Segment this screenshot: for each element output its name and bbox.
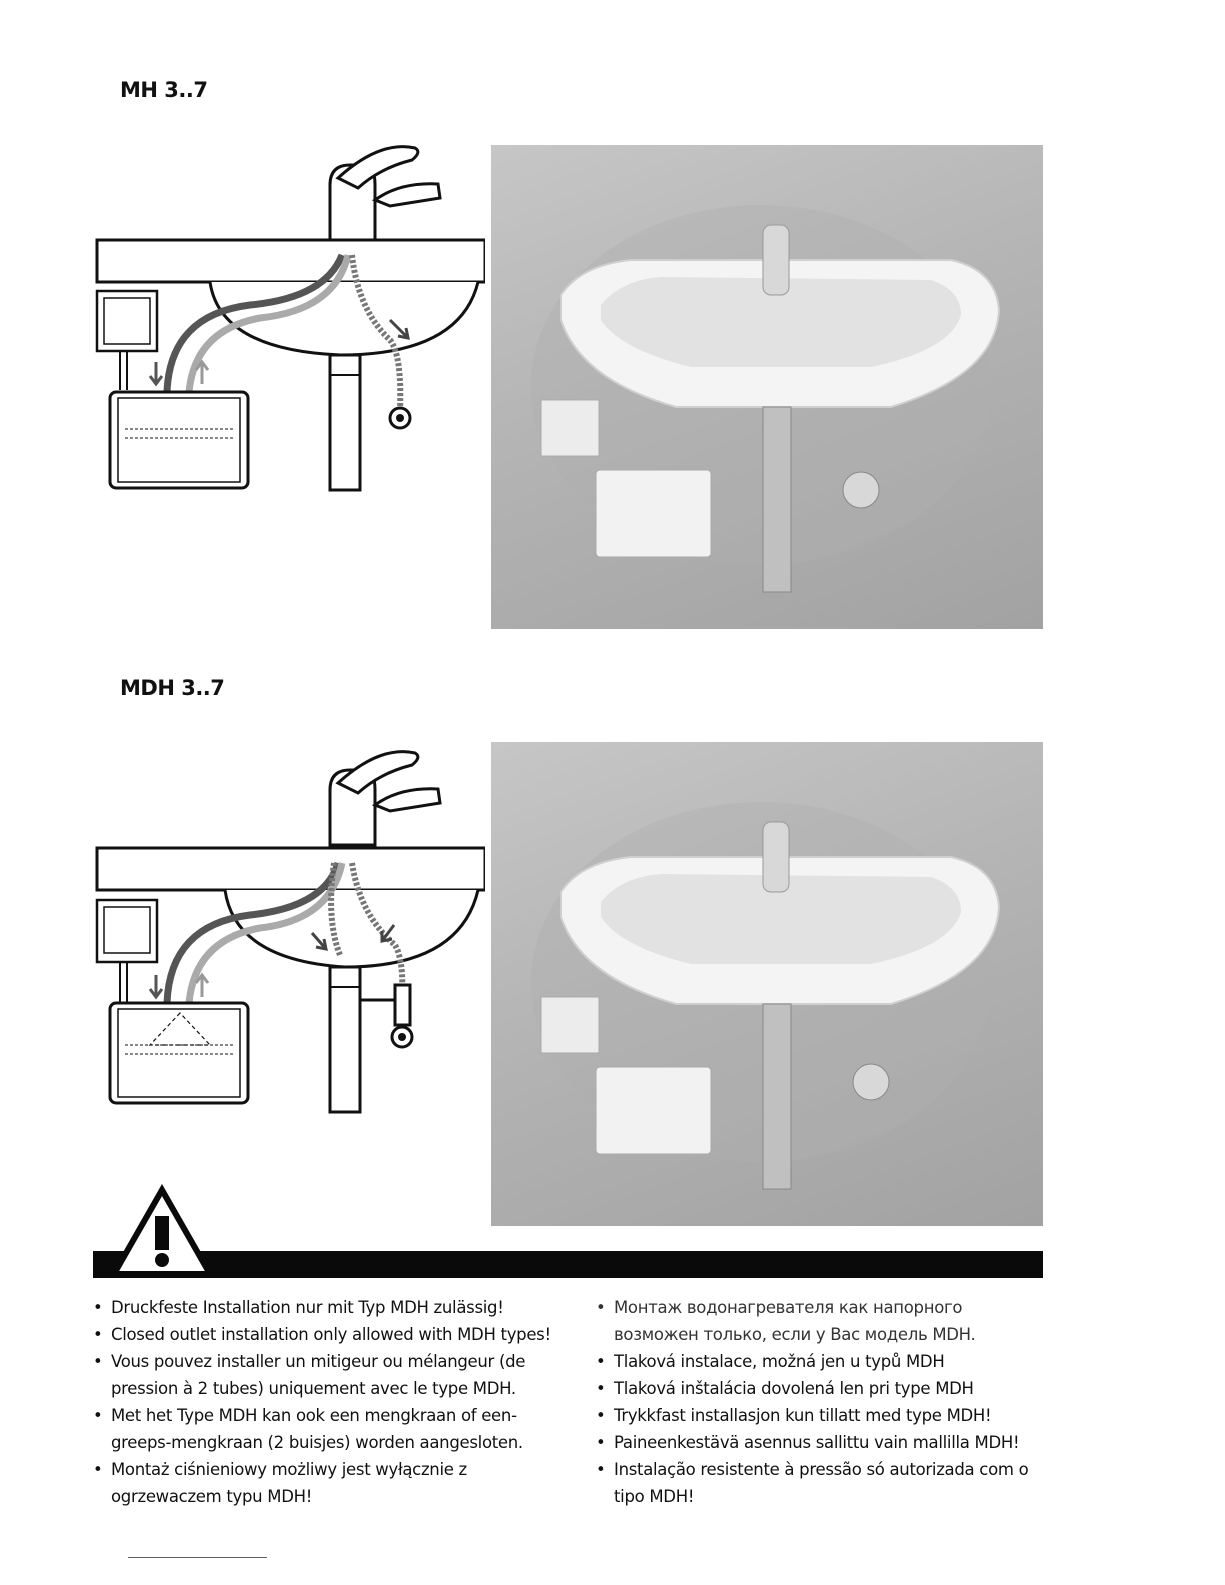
- countertop: [97, 848, 485, 890]
- installation-diagram-mdh: [90, 745, 485, 1115]
- warning-note-pt: • Instalação resistente à pressão só autorizada com o tipo MDH!: [596, 1456, 1046, 1510]
- warning-note-en: • Closed outlet installation only allowed with MDH types!: [93, 1321, 573, 1348]
- section-heading-mh: MH 3..7: [120, 78, 208, 102]
- warning-note-de: • Druckfeste Installation nur mit Typ MDH zulässig!: [93, 1294, 573, 1321]
- water-heater-unit: [110, 392, 248, 488]
- warning-note-nl: • Met het Type MDH kan ook een mengkraan of een-greeps-mengkraan (2 buisjes) worden aangesloten.: [93, 1402, 573, 1456]
- warning-note-sk: • Tlaková inštalácia dovolená len pri type MDH: [596, 1375, 1046, 1402]
- installation-photo-mh: [491, 145, 1043, 629]
- tee-valve: [360, 985, 410, 1025]
- warning-notes-left: [93, 1294, 573, 1510]
- section-heading-mdh: MDH 3..7: [120, 676, 225, 700]
- countertop: [97, 240, 485, 282]
- warning-notes-right: [596, 1294, 1046, 1510]
- warning-note-cs: • Tlaková instalace, možná jen u typů MDH: [596, 1348, 1046, 1375]
- faucet-illustration: [330, 147, 440, 240]
- water-heater-unit: [110, 1003, 248, 1103]
- warning-note-ru: • Монтаж водонагревателя как напорного возможен только, если у Вас модель MDH.: [596, 1294, 1046, 1348]
- warning-bar: [93, 1251, 1043, 1278]
- warning-triangle-icon: [108, 1184, 216, 1280]
- warning-note-no: • Trykkfast installasjon kun tillatt med type MDH!: [596, 1402, 1046, 1429]
- warning-note-pl: • Montaż ciśnieniowy możliwy jest wyłącznie z ogrzewaczem typu MDH!: [93, 1456, 573, 1510]
- warning-note-fi: • Paineenkestävä asennus sallittu vain mallilla MDH!: [596, 1429, 1046, 1456]
- installation-photo-mdh: [491, 742, 1043, 1226]
- footer-underline: [128, 1557, 267, 1558]
- installation-diagram-mh: [90, 140, 485, 510]
- faucet-illustration: [330, 752, 440, 845]
- warning-note-fr: • Vous pouvez installer un mitigeur ou mélangeur (de pression à 2 tubes) uniquement avec le type MDH.: [93, 1348, 573, 1402]
- electrical-socket: [97, 291, 157, 351]
- drain-pipe: [330, 967, 360, 1112]
